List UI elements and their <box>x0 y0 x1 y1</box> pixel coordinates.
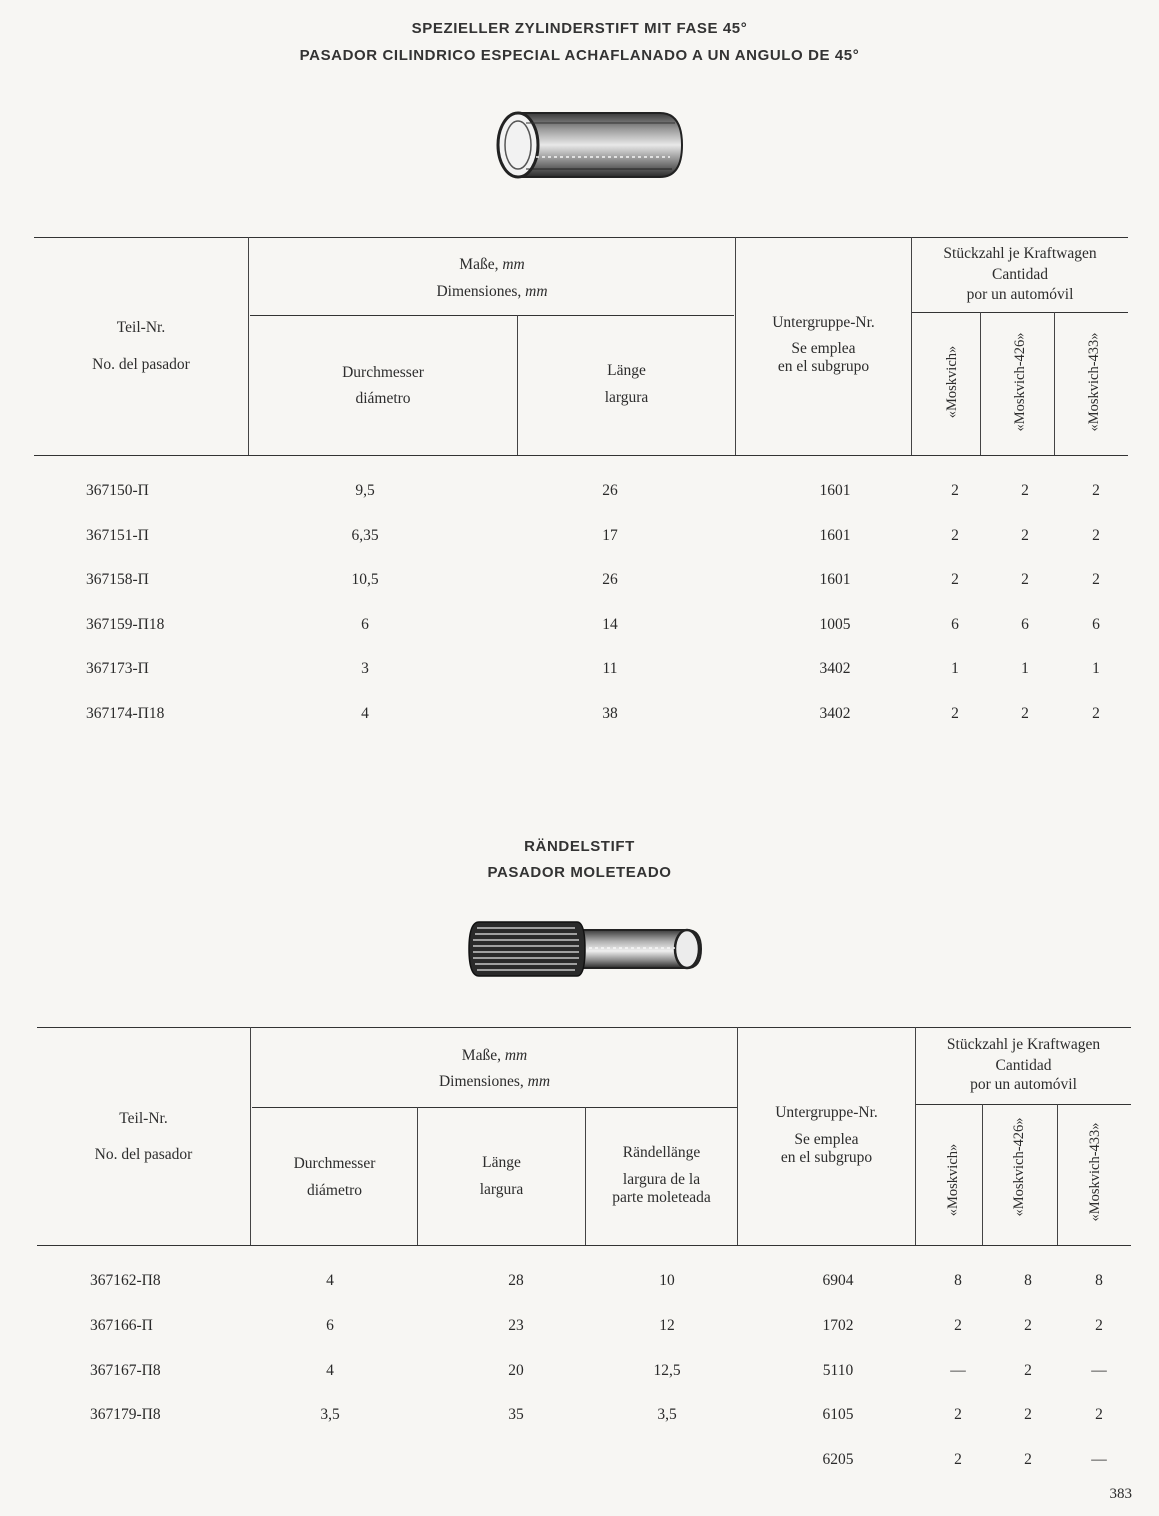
qty-moskvich-426-cell: 2 <box>1021 571 1029 589</box>
qty-moskvich-cell: 2 <box>954 1316 962 1334</box>
subgroup-cell: 3402 <box>819 660 851 678</box>
subgroup-cell: 1702 <box>822 1316 854 1334</box>
length-cell: 20 <box>508 1361 524 1379</box>
table2-divider <box>982 1104 983 1245</box>
knurl-length-cell: 12,5 <box>653 1361 681 1379</box>
table2-divider <box>1057 1104 1058 1245</box>
length-cell: 14 <box>602 615 618 633</box>
subgroup-cell: 6105 <box>822 1406 854 1424</box>
qty-moskvich-426-cell: 2 <box>1024 1451 1032 1469</box>
qty-moskvich-426-cell: 2 <box>1021 705 1029 722</box>
table1-divider <box>517 315 518 455</box>
header-qty-de: Stückzahl je Kraftwagen <box>943 245 1097 262</box>
header-model-moskvich-433: «Moskvich-433» <box>1086 332 1102 432</box>
header-diam-de: Durchmesser <box>342 364 424 381</box>
header-diam-es: diámetro <box>355 390 411 407</box>
qty-moskvich-433-cell: — <box>1091 1451 1107 1469</box>
part-number-cell: 367173-П <box>86 660 149 678</box>
diameter-cell: 3,5 <box>320 1406 340 1424</box>
header2-dims-de: Maße, mm <box>461 1047 528 1064</box>
header2-qty-de: Stückzahl je Kraftwagen <box>946 1036 1101 1053</box>
header-len-de: Länge <box>607 362 646 379</box>
length-cell: 11 <box>602 660 618 678</box>
diameter-cell: 4 <box>326 1361 334 1379</box>
subgroup-cell: 1601 <box>819 526 851 544</box>
knurled-pin-icon <box>465 918 705 980</box>
header2-len-de: Länge <box>482 1154 521 1171</box>
header2-diam-es: diámetro <box>306 1182 363 1199</box>
qty-moskvich-433-cell: 6 <box>1092 615 1100 633</box>
qty-moskvich-433-cell: 2 <box>1095 1406 1103 1424</box>
table2-dims-rule <box>252 1107 737 1108</box>
length-cell: 26 <box>602 482 618 499</box>
qty-moskvich-433-cell: 1 <box>1092 660 1100 678</box>
qty-moskvich-cell: 2 <box>954 1451 962 1469</box>
diameter-cell: 9,5 <box>355 482 375 499</box>
length-cell: 38 <box>602 705 618 722</box>
part-number-cell: 367167-П8 <box>90 1361 161 1379</box>
knurl-length-cell: 3,5 <box>657 1406 677 1424</box>
qty-moskvich-cell: 2 <box>951 526 959 544</box>
part-number-cell: 367159-П18 <box>86 615 165 633</box>
section2-title-es: PASADOR MOLETEADO <box>487 864 672 881</box>
qty-moskvich-426-cell: 2 <box>1021 526 1029 544</box>
header2-knurl-es2: parte moleteada <box>612 1189 711 1206</box>
header2-subgroup-es2: en el subgrupo <box>780 1149 873 1166</box>
table1-divider <box>248 237 249 455</box>
header2-qty-es1: Cantidad <box>995 1057 1052 1074</box>
header-part-es: No. del pasador <box>92 356 190 373</box>
part-number-cell: 367151-П <box>86 526 149 544</box>
qty-moskvich-cell: 2 <box>954 1406 962 1424</box>
header2-diam-de: Durchmesser <box>293 1155 376 1172</box>
subgroup-cell: 6205 <box>822 1451 854 1469</box>
part-number-cell: 367162-П8 <box>90 1272 161 1289</box>
subgroup-cell: 1005 <box>819 615 851 633</box>
table2-divider <box>417 1107 418 1245</box>
subgroup-cell: 3402 <box>819 705 851 722</box>
qty-moskvich-cell: 2 <box>951 482 959 499</box>
section1-title-de: SPEZIELLER ZYLINDERSTIFT MIT FASE 45° <box>411 20 748 37</box>
diameter-cell: 6,35 <box>351 526 379 544</box>
diameter-cell: 4 <box>361 705 369 722</box>
diameter-cell: 3 <box>361 660 369 678</box>
diameter-cell: 10,5 <box>351 571 379 589</box>
header-dims-es: Dimensiones, mm <box>436 283 548 300</box>
part-number-cell: 367150-П <box>86 482 149 499</box>
chamfered-pin-icon <box>490 105 690 185</box>
section1-title-es: PASADOR CILINDRICO ESPECIAL ACHAFLANADO A UN ANGULO DE 45° <box>299 47 860 64</box>
table1-dims-rule <box>250 315 734 316</box>
table2-divider <box>250 1027 251 1245</box>
header-len-es: largura <box>604 389 649 406</box>
header-subgroup-de: Untergruppe-Nr. <box>772 314 875 331</box>
part-number-cell: 367158-П <box>86 571 149 589</box>
knurl-length-cell: 10 <box>659 1272 675 1289</box>
part-number-cell: 367166-П <box>90 1316 153 1334</box>
subgroup-cell: 6904 <box>822 1272 854 1289</box>
qty-moskvich-cell: 8 <box>954 1272 962 1289</box>
header2-dims-es: Dimensiones, mm <box>438 1073 551 1090</box>
header2-model-moskvich-433: «Moskvich-433» <box>1087 1122 1103 1222</box>
header2-part-de: Teil-Nr. <box>119 1110 168 1127</box>
qty-moskvich-cell: 1 <box>951 660 959 678</box>
header2-part-es: No. del pasador <box>94 1146 193 1163</box>
qty-moskvich-cell: — <box>950 1361 966 1379</box>
length-cell: 35 <box>508 1406 524 1424</box>
header-dims-de: Maße, mm <box>459 256 525 273</box>
table2-top-rule <box>37 1027 1131 1028</box>
length-cell: 23 <box>508 1316 524 1334</box>
part-number-cell: 367174-П18 <box>86 705 165 722</box>
qty-moskvich-cell: 2 <box>951 571 959 589</box>
header2-model-moskvich: «Moskvich» <box>945 1143 961 1217</box>
knurl-length-cell: 12 <box>659 1316 675 1334</box>
header-qty-es1: Cantidad <box>992 266 1048 283</box>
header2-subgroup-de: Untergruppe-Nr. <box>775 1104 878 1121</box>
qty-moskvich-433-cell: 2 <box>1095 1316 1103 1334</box>
table1-header-bottom-rule <box>34 455 1128 456</box>
header2-len-es: largura <box>479 1181 524 1198</box>
header-subgroup-es2: en el subgrupo <box>777 358 870 375</box>
qty-moskvich-433-cell: 2 <box>1092 571 1100 589</box>
section2-title-de: RÄNDELSTIFT <box>524 838 635 855</box>
diameter-cell: 6 <box>361 615 369 633</box>
qty-moskvich-426-cell: 2 <box>1021 482 1029 499</box>
table1-divider <box>1054 312 1055 455</box>
page-number: 383 <box>1109 1486 1132 1502</box>
qty-moskvich-cell: 6 <box>951 615 959 633</box>
header2-knurl-de: Rändellänge <box>622 1144 701 1161</box>
qty-moskvich-433-cell: 2 <box>1092 705 1100 722</box>
header-model-moskvich: «Moskvich» <box>944 345 960 419</box>
diameter-cell: 6 <box>326 1316 334 1334</box>
subgroup-cell: 1601 <box>819 571 851 589</box>
header-model-moskvich-426: «Moskvich-426» <box>1012 332 1028 432</box>
qty-moskvich-426-cell: 8 <box>1024 1272 1032 1289</box>
header-qty-es2: por un automóvil <box>966 286 1074 303</box>
header2-model-moskvich-426: «Moskvich-426» <box>1011 1117 1027 1217</box>
qty-moskvich-cell: 2 <box>951 705 959 722</box>
diameter-cell: 4 <box>326 1272 334 1289</box>
length-cell: 17 <box>602 526 618 544</box>
header-subgroup-es1: Se emplea <box>791 340 856 357</box>
qty-moskvich-426-cell: 2 <box>1024 1406 1032 1424</box>
qty-moskvich-426-cell: 2 <box>1024 1361 1032 1379</box>
length-cell: 28 <box>508 1272 524 1289</box>
header-part-de: Teil-Nr. <box>116 319 166 336</box>
qty-moskvich-433-cell: 2 <box>1092 482 1100 499</box>
part-number-cell: 367179-П8 <box>90 1406 161 1424</box>
header2-knurl-es1: largura de la <box>622 1171 701 1188</box>
qty-moskvich-433-cell: 8 <box>1095 1272 1103 1289</box>
table1-divider <box>980 312 981 455</box>
subgroup-cell: 5110 <box>822 1361 854 1379</box>
qty-moskvich-426-cell: 2 <box>1024 1316 1032 1334</box>
subgroup-cell: 1601 <box>819 482 851 499</box>
table2-header-bottom-rule <box>37 1245 1131 1246</box>
qty-moskvich-426-cell: 6 <box>1021 615 1029 633</box>
qty-moskvich-426-cell: 1 <box>1021 660 1029 678</box>
qty-moskvich-433-cell: — <box>1091 1361 1107 1379</box>
length-cell: 26 <box>602 571 618 589</box>
table1-top-rule <box>34 237 1128 238</box>
header2-subgroup-es1: Se emplea <box>794 1131 859 1148</box>
header2-qty-es2: por un automóvil <box>970 1076 1077 1093</box>
qty-moskvich-433-cell: 2 <box>1092 526 1100 544</box>
